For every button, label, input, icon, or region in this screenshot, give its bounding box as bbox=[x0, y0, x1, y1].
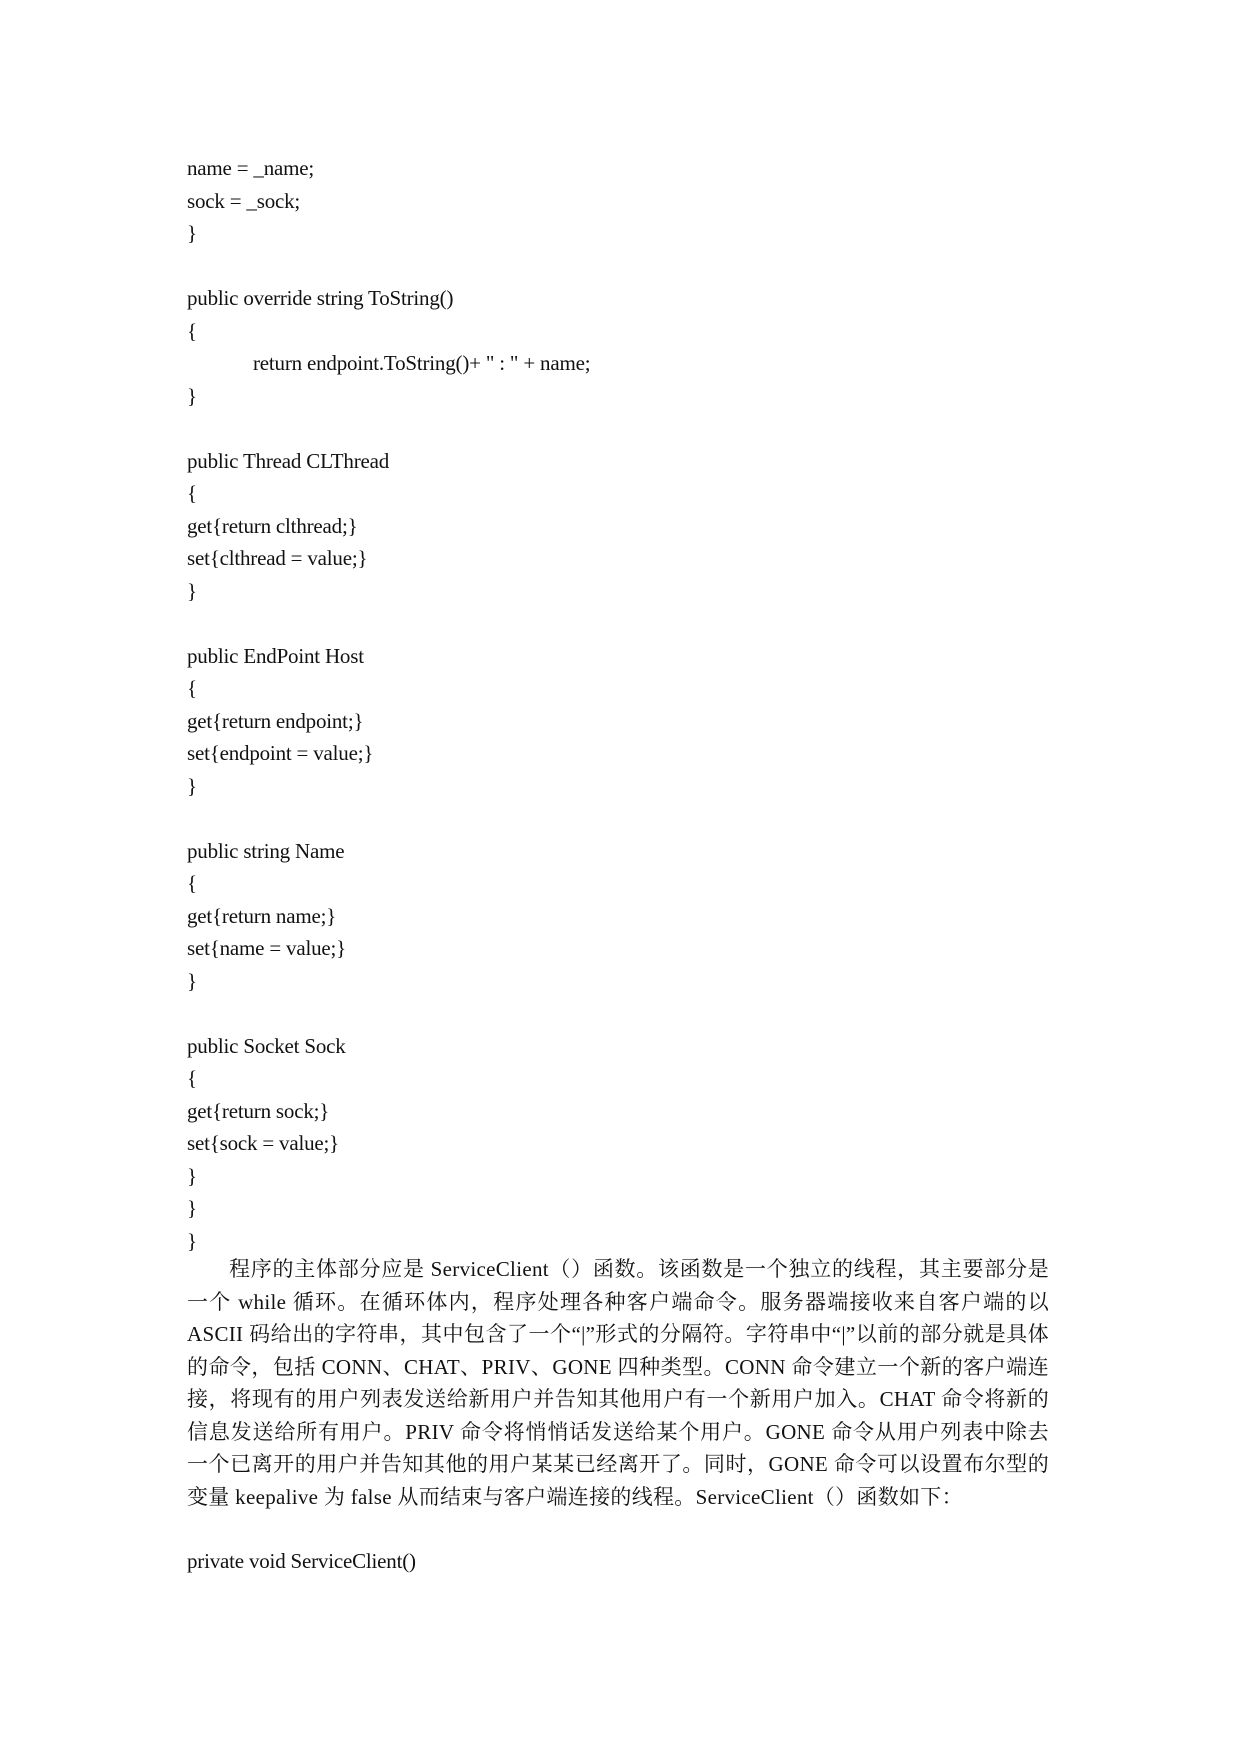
code-line: { bbox=[187, 481, 197, 505]
code-line: } bbox=[187, 968, 197, 993]
code-line: return endpoint.ToString()+ " : " + name; bbox=[253, 351, 591, 375]
code-line: set{clthread = value;} bbox=[187, 546, 368, 570]
code-line bbox=[187, 412, 1067, 445]
code-line: set{name = value;} bbox=[187, 936, 347, 960]
code-line: { bbox=[187, 871, 197, 895]
code-line: private void ServiceClient() bbox=[187, 1549, 416, 1573]
code-line: public Socket Sock bbox=[187, 1033, 346, 1058]
code-line: } bbox=[187, 578, 197, 603]
code-line: public override string ToString() bbox=[187, 286, 454, 310]
code-line bbox=[187, 802, 1067, 835]
code-line: } bbox=[187, 221, 197, 245]
code-line bbox=[187, 997, 1067, 1030]
code-line bbox=[187, 250, 1067, 283]
code-line: name = _name; bbox=[187, 156, 315, 180]
code-line: sock = _sock; bbox=[187, 188, 301, 213]
code-line: public EndPoint Host bbox=[187, 643, 364, 668]
code-line: } bbox=[187, 1196, 197, 1220]
code-line: public Thread CLThread bbox=[187, 448, 390, 473]
code-line: public string Name bbox=[187, 838, 345, 863]
code-block-continued bbox=[187, 1545, 1067, 1578]
code-line: } bbox=[187, 383, 197, 408]
code-line: set{sock = value;} bbox=[187, 1131, 340, 1155]
code-line: get{return sock;} bbox=[187, 1098, 330, 1123]
code-line: } bbox=[187, 1163, 197, 1188]
code-line: { bbox=[187, 676, 197, 700]
body-paragraph: 程序的主体部分应是 ServiceClient（）函数。该函数是一个独立的线程，其主要部分是一个 while 循环。在循环体内，程序处理各种客户端命令。服务器端接收来自客户端的以 ASCII 码给出的字符串，其中包含了一个“|”形式的分隔符。字符串中“|”以前的部分就是具体的命令，包括 CONN、CHAT、PRIV、GONE 四种类型。CONN 命令建立一个新的客户端连接，将现有的用户列表发送给新用户并告知其他用户有一个新用户加入。CHAT 命令将新的信息发送给所有用户。PRIV 命令将悄悄话发送给某个用户。GONE 命令从用户列表中除去一个已离开的用户并告知其他的用户某某已经离开了。同时，GONE 命令可以设置布尔型的变量 keepalive 为 false 从而结束与客户端连接的线程。ServiceClient（）函数如下： bbox=[187, 1257, 1049, 1509]
code-line bbox=[187, 607, 1067, 640]
code-line: { bbox=[187, 318, 197, 343]
code-block bbox=[187, 152, 1067, 1257]
code-line: get{return name;} bbox=[187, 903, 337, 928]
code-line: set{endpoint = value;} bbox=[187, 741, 374, 765]
code-line: { bbox=[187, 1066, 197, 1090]
code-line: } bbox=[187, 773, 197, 798]
code-line: get{return endpoint;} bbox=[187, 708, 364, 733]
code-line: get{return clthread;} bbox=[187, 513, 358, 538]
code-line: } bbox=[187, 1228, 197, 1253]
